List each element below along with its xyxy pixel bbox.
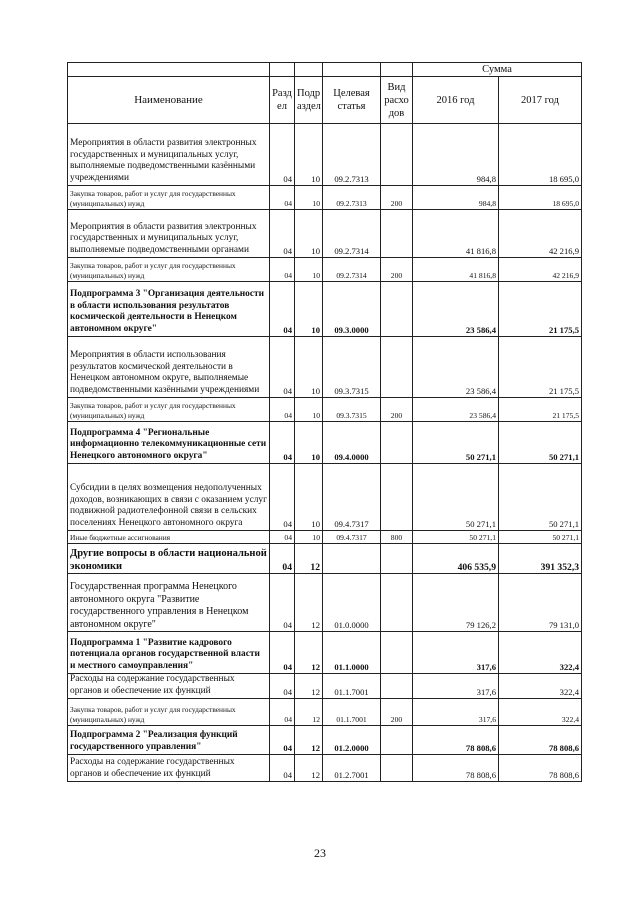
row-celevaya: 01.2.0000: [323, 726, 381, 755]
row-razdel: 04: [270, 210, 295, 258]
row-celevaya: [323, 544, 381, 574]
row-sum-2017: 18 695,0: [499, 124, 582, 186]
row-name: Закупка товаров, работ и услуг для государственных (муниципальных) нужд: [68, 258, 270, 282]
row-name: Государственная программа Ненецкого автономного округа "Развитие государственного управления в Ненецком автономном округе": [68, 574, 270, 632]
row-sum-2016: 23 586,4: [413, 398, 499, 422]
row-sum-2017: 18 695,0: [499, 186, 582, 210]
header-vid: Вид расхо дов: [381, 77, 413, 124]
row-podrazdel: 12: [295, 755, 323, 782]
row-podrazdel: 10: [295, 464, 323, 531]
row-sum-2017: 21 175,5: [499, 282, 582, 337]
row-podrazdel: 10: [295, 531, 323, 544]
table-row: [68, 282, 582, 337]
row-vid: 200: [381, 186, 413, 210]
row-name: Закупка товаров, работ и услуг для государственных (муниципальных) нужд: [68, 699, 270, 726]
row-sum-2017: 322,4: [499, 632, 582, 674]
row-vid: [381, 674, 413, 699]
row-podrazdel: 10: [295, 422, 323, 464]
row-celevaya: 01.2.7001: [323, 755, 381, 782]
row-celevaya: 01.1.0000: [323, 632, 381, 674]
row-sum-2016: 79 126,2: [413, 574, 499, 632]
row-vid: [381, 210, 413, 258]
table-row: [68, 398, 582, 422]
row-sum-2017: 322,4: [499, 699, 582, 726]
header-name: Наименование: [68, 77, 270, 124]
row-sum-2016: 23 586,4: [413, 337, 499, 398]
row-razdel: 04: [270, 726, 295, 755]
table-row: [68, 755, 582, 782]
row-vid: 800: [381, 531, 413, 544]
row-sum-2017: 79 131,0: [499, 574, 582, 632]
row-podrazdel: 10: [295, 258, 323, 282]
row-name: Закупка товаров, работ и услуг для государственных (муниципальных) нужд: [68, 398, 270, 422]
row-sum-2017: 21 175,5: [499, 337, 582, 398]
row-razdel: 04: [270, 398, 295, 422]
row-vid: [381, 755, 413, 782]
table-row: [68, 464, 582, 531]
row-razdel: 04: [270, 632, 295, 674]
row-sum-2017: 50 271,1: [499, 531, 582, 544]
row-sum-2016: 317,6: [413, 674, 499, 699]
row-sum-2017: 78 808,6: [499, 755, 582, 782]
header-razdel: Разд ел: [270, 77, 295, 124]
row-vid: [381, 464, 413, 531]
row-razdel: 04: [270, 755, 295, 782]
table-row: [68, 632, 582, 674]
row-podrazdel: 10: [295, 282, 323, 337]
row-vid: [381, 726, 413, 755]
row-sum-2017: 42 216,9: [499, 210, 582, 258]
row-sum-2017: 21 175,5: [499, 398, 582, 422]
row-celevaya: 01.1.7001: [323, 674, 381, 699]
row-celevaya: 09.2.7313: [323, 186, 381, 210]
row-sum-2016: 317,6: [413, 699, 499, 726]
row-celevaya: 09.4.7317: [323, 464, 381, 531]
row-podrazdel: 12: [295, 699, 323, 726]
table-row: [68, 674, 582, 699]
row-sum-2017: 78 808,6: [499, 726, 582, 755]
table-row: [68, 531, 582, 544]
row-razdel: 04: [270, 124, 295, 186]
row-sum-2016: 41 816,8: [413, 258, 499, 282]
row-podrazdel: 10: [295, 186, 323, 210]
table-row: [68, 258, 582, 282]
row-razdel: 04: [270, 186, 295, 210]
row-celevaya: 01.0.0000: [323, 574, 381, 632]
header-2016: 2016 год: [413, 77, 499, 124]
budget-table: [67, 62, 582, 782]
row-podrazdel: 10: [295, 210, 323, 258]
row-sum-2016: 41 816,8: [413, 210, 499, 258]
row-sum-2017: 50 271,1: [499, 464, 582, 531]
row-sum-2016: 984,8: [413, 186, 499, 210]
row-sum-2017: 322,4: [499, 674, 582, 699]
table-row: [68, 574, 582, 632]
row-sum-2016: 50 271,1: [413, 531, 499, 544]
row-celevaya: 09.2.7313: [323, 124, 381, 186]
row-vid: [381, 282, 413, 337]
row-name: Иные бюджетные ассигнования: [68, 531, 270, 544]
row-celevaya: 09.3.7315: [323, 398, 381, 422]
page-number: 23: [314, 846, 326, 860]
row-sum-2016: 78 808,6: [413, 726, 499, 755]
row-celevaya: 09.3.0000: [323, 282, 381, 337]
table-row: [68, 699, 582, 726]
row-razdel: 04: [270, 258, 295, 282]
row-name: Мероприятия в области развития электронных государственных и муниципальных услуг, выполняемые подведомственными казёнными учреждениями: [68, 124, 270, 186]
row-name: Расходы на содержание государственных органов и обеспечение их функций: [68, 755, 270, 782]
row-vid: 200: [381, 699, 413, 726]
row-vid: [381, 574, 413, 632]
table-row: [68, 186, 582, 210]
row-celevaya: 01.1.7001: [323, 699, 381, 726]
row-podrazdel: 10: [295, 337, 323, 398]
row-sum-2016: 50 271,1: [413, 422, 499, 464]
header-summa: Сумма: [413, 63, 582, 77]
row-sum-2016: 23 586,4: [413, 282, 499, 337]
row-name: Подпрограмма 1 "Развитие кадрового потенциала органов государственной власти и местного самоуправления": [68, 632, 270, 674]
row-celevaya: 09.3.7315: [323, 337, 381, 398]
header-celevaya: Целевая статья: [323, 77, 381, 124]
row-sum-2017: 391 352,3: [499, 544, 582, 574]
row-celevaya: 09.2.7314: [323, 258, 381, 282]
row-podrazdel: 12: [295, 726, 323, 755]
row-sum-2016: 406 535,9: [413, 544, 499, 574]
row-sum-2016: 78 808,6: [413, 755, 499, 782]
row-razdel: 04: [270, 282, 295, 337]
table-row: [68, 422, 582, 464]
row-vid: [381, 544, 413, 574]
row-name: Мероприятия в области использования результатов космической деятельности в Ненецком автономном округе, выполняемые подведомственными казёнными учреждениями: [68, 337, 270, 398]
row-vid: 200: [381, 258, 413, 282]
table-row: [68, 210, 582, 258]
row-razdel: 04: [270, 464, 295, 531]
row-vid: [381, 632, 413, 674]
row-podrazdel: 12: [295, 544, 323, 574]
row-name: Подпрограмма 2 "Реализация функций государственного управления": [68, 726, 270, 755]
row-sum-2016: 984,8: [413, 124, 499, 186]
row-sum-2016: 317,6: [413, 632, 499, 674]
row-sum-2017: 42 216,9: [499, 258, 582, 282]
row-razdel: 04: [270, 674, 295, 699]
row-razdel: 04: [270, 531, 295, 544]
row-name: Субсидии в целях возмещения недополученных доходов, возникающих в связи с оказанием услуг подвижной радиотелефонной связи в сельских поселениях Ненецкого автономного округа: [68, 464, 270, 531]
row-razdel: 04: [270, 699, 295, 726]
row-name: Подпрограмма 4 "Региональные информационно телекоммуникационные сети Ненецкого автономного округа": [68, 422, 270, 464]
row-name: Мероприятия в области развития электронных государственных и муниципальных услуг, выполняемые подведомственными органами: [68, 210, 270, 258]
header-2017: 2017 год: [499, 77, 582, 124]
row-podrazdel: 12: [295, 674, 323, 699]
row-celevaya: 09.2.7314: [323, 210, 381, 258]
row-name: Закупка товаров, работ и услуг для государственных (муниципальных) нужд: [68, 186, 270, 210]
row-sum-2017: 50 271,1: [499, 422, 582, 464]
row-podrazdel: 10: [295, 124, 323, 186]
row-vid: [381, 422, 413, 464]
row-vid: 200: [381, 398, 413, 422]
row-name: Подпрограмма 3 "Организация деятельности в области использования результатов космической деятельности в Ненецком автономном округе": [68, 282, 270, 337]
row-vid: [381, 124, 413, 186]
row-sum-2016: 50 271,1: [413, 464, 499, 531]
table-row: [68, 544, 582, 574]
row-razdel: 04: [270, 544, 295, 574]
row-podrazdel: 12: [295, 574, 323, 632]
header-podrazdel: Подр аздел: [295, 77, 323, 124]
table-row: [68, 337, 582, 398]
row-podrazdel: 12: [295, 632, 323, 674]
header-spacer: [68, 63, 270, 77]
row-razdel: 04: [270, 422, 295, 464]
table-row: [68, 124, 582, 186]
row-name: Другие вопросы в области национальной экономики: [68, 544, 270, 574]
row-name: Расходы на содержание государственных органов и обеспечение их функций: [68, 674, 270, 699]
row-razdel: 04: [270, 574, 295, 632]
row-vid: [381, 337, 413, 398]
table-row: [68, 726, 582, 755]
row-podrazdel: 10: [295, 398, 323, 422]
row-celevaya: 09.4.7317: [323, 531, 381, 544]
row-razdel: 04: [270, 337, 295, 398]
row-celevaya: 09.4.0000: [323, 422, 381, 464]
